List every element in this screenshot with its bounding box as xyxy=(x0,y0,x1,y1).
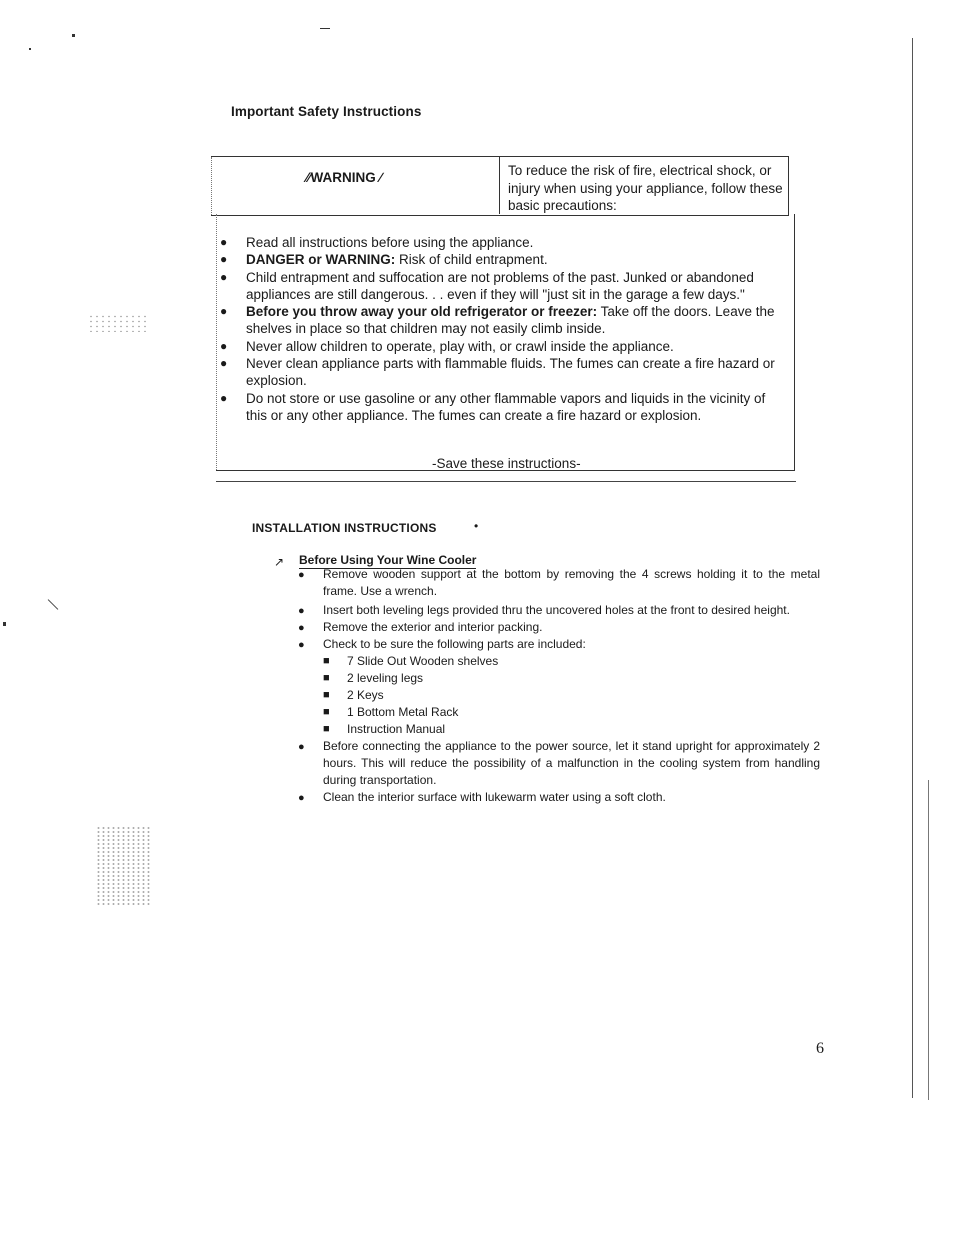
list-item: ● Remove wooden support at the bottom by removing the 4 screws holding it to the metal frame. Use a wrench. xyxy=(298,567,820,598)
warning-mark-icon: ∕ xyxy=(375,170,382,185)
parts-list xyxy=(323,653,820,738)
bullet-icon: ● xyxy=(220,252,228,267)
bullet-icon: ● xyxy=(220,338,228,353)
list-item: ● Insert both leveling legs provided thru the uncovered holes at the front to desired height. xyxy=(298,602,820,619)
page-heading: Important Safety Instructions xyxy=(231,104,422,119)
warning-title xyxy=(306,170,382,185)
scan-speck xyxy=(48,599,59,610)
arrow-mark-icon: ↗ xyxy=(274,555,285,569)
bullet-icon: ● xyxy=(298,569,305,581)
list-item: ■ 1 Bottom Metal Rack xyxy=(323,705,459,719)
bullet-icon: ● xyxy=(220,390,228,405)
bullet-icon: ● xyxy=(220,269,228,284)
list-item: ■ Instruction Manual xyxy=(323,722,446,736)
bullet-icon: ● xyxy=(220,356,228,371)
list-item: ■ 2 Keys xyxy=(323,688,384,702)
list-item: ● DANGER or WARNING: Risk of child entrapment. xyxy=(220,252,548,268)
list-item: ● Child entrapment and suffocation are not problems of the past. Junked or abandoned appliances are still dangerous. . . even if they will "just sit in the garage a few days." xyxy=(220,269,754,302)
scan-speck xyxy=(3,622,6,626)
bullet-icon: ■ xyxy=(323,723,330,735)
warning-box-underline xyxy=(216,481,796,482)
bullet-icon: ■ xyxy=(323,706,330,718)
scan-speck xyxy=(29,48,31,50)
bullet-icon: ● xyxy=(298,605,305,617)
bullet-icon: ■ xyxy=(323,655,330,667)
installation-list xyxy=(298,566,820,806)
list-item: ● Never allow children to operate, play with, or crawl inside the appliance. xyxy=(220,338,674,354)
scan-edge-line xyxy=(912,38,913,1098)
scan-speck: • xyxy=(474,519,479,533)
warning-intro: To reduce the risk of fire, electrical shock, or injury when using your appliance, follow these basic precautions: xyxy=(508,163,783,213)
scan-edge-line xyxy=(928,780,929,1100)
scan-noise xyxy=(88,314,148,332)
bullet-icon: ● xyxy=(298,639,305,651)
save-instructions-note: -Save these instructions- xyxy=(432,456,581,471)
bullet-icon: ■ xyxy=(323,672,330,684)
list-item: ● Check to be sure the following parts are included: xyxy=(298,636,820,653)
list-item: ■ 7 Slide Out Wooden shelves xyxy=(323,654,499,668)
list-item: ● Before connecting the appliance to the power source, let it stand upright for approximately 2 hours. This will reduce the possibility of a malfunction in the cooling system from handling during transportation. xyxy=(298,739,820,787)
bullet-icon: ● xyxy=(220,304,228,319)
list-item: ● Read all instructions before using the appliance. xyxy=(220,235,534,250)
bullet-icon: ● xyxy=(298,622,305,634)
list-item: ● Clean the interior surface with lukewarm water using a soft cloth. xyxy=(298,789,820,806)
list-item: ● Remove the exterior and interior packing. xyxy=(298,619,820,636)
warning-header-divider xyxy=(499,156,500,214)
list-item: ● Before you throw away your old refrigerator or freezer: Take off the doors. Leave the shelves in place so that children may not easily climb inside. xyxy=(220,304,775,337)
scan-speck xyxy=(72,34,75,37)
scan-speck xyxy=(320,28,330,29)
warning-title-text: WARNING xyxy=(310,170,376,185)
page-number: 6 xyxy=(816,1040,824,1057)
warning-list xyxy=(220,234,780,424)
list-item: ● Do not store or use gasoline or any other flammable vapors and liquids in the vicinity of this or any other appliance. The fumes can create a fire hazard or explosion. xyxy=(220,390,766,423)
scan-noise xyxy=(96,826,152,906)
bullet-icon: ● xyxy=(298,792,305,804)
warning-mark-icon: ⁄∕ xyxy=(306,170,311,185)
installation-heading: INSTALLATION INSTRUCTIONS xyxy=(252,521,437,535)
subsection-heading: Before Using Your Wine Cooler xyxy=(299,553,477,567)
list-item: ● Never clean appliance parts with flammable fluids. The fumes can create a fire hazard or explosion. xyxy=(220,356,775,389)
bullet-icon: ● xyxy=(220,235,228,249)
bullet-icon: ● xyxy=(298,741,305,753)
list-item: ■ 2 leveling legs xyxy=(323,671,424,685)
bullet-icon: ■ xyxy=(323,689,330,701)
